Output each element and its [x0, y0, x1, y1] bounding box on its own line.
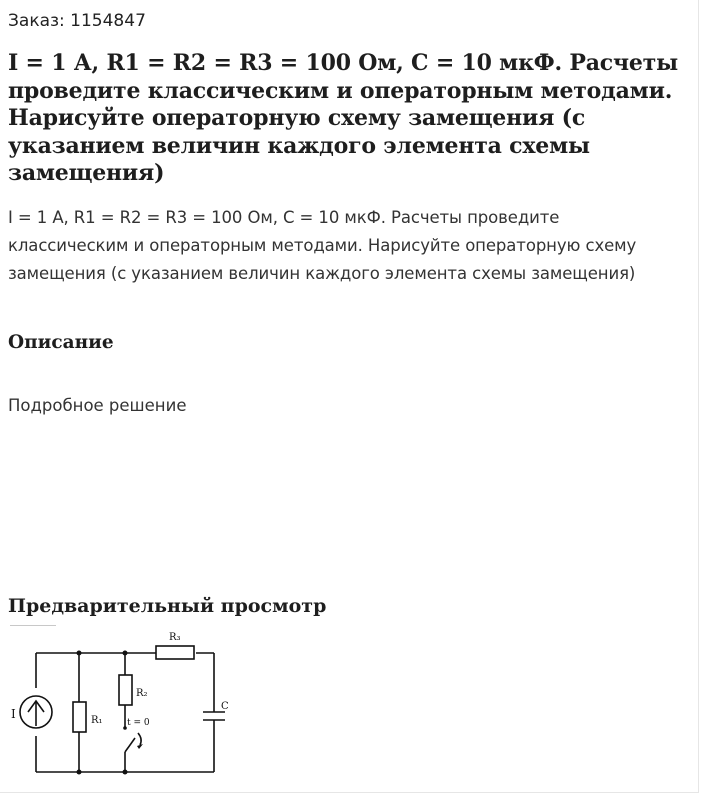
resistor-r3: [156, 646, 194, 659]
label-capacitor: C: [221, 701, 229, 712]
junction-dot-top-r1: [77, 651, 82, 656]
page-title: I = 1 А, R1 = R2 = R3 = 100 Ом, С = 10 мкФ. Расчеты проведите классическим и операторным методами. Нарисуйте операторную схему замещения (с указанием величин каждого элемента схемы замещения): [8, 50, 678, 186]
task-text: I = 1 А, R1 = R2 = R3 = 100 Ом, С = 10 мкФ. Расчеты проведите классическим и операторным методами. Нарисуйте операторную схему замещения (с указанием величин каждого элемента схемы замещения): [8, 208, 637, 283]
junction-dot-bottom-r2: [123, 770, 128, 775]
circuit-diagram-image[interactable]: [6, 626, 256, 776]
junction-dot-bottom-r1: [77, 770, 82, 775]
resistor-r1: [73, 702, 86, 732]
description-text: Подробное решение: [8, 396, 187, 415]
label-source: I: [11, 707, 16, 721]
preview-heading: Предварительный просмотр: [8, 595, 327, 617]
label-r3: R₃: [169, 632, 181, 643]
switch-blade: [125, 738, 135, 752]
switch-arrow: [138, 733, 141, 745]
description-heading: Описание: [8, 332, 114, 353]
label-r2: R₂: [136, 688, 148, 699]
label-r1: R₁: [91, 715, 103, 726]
resistor-r2: [119, 675, 132, 705]
label-switch: t = 0: [127, 718, 150, 728]
junction-dot-top-r2: [123, 651, 128, 656]
order-number: Заказ: 1154847: [8, 11, 146, 31]
